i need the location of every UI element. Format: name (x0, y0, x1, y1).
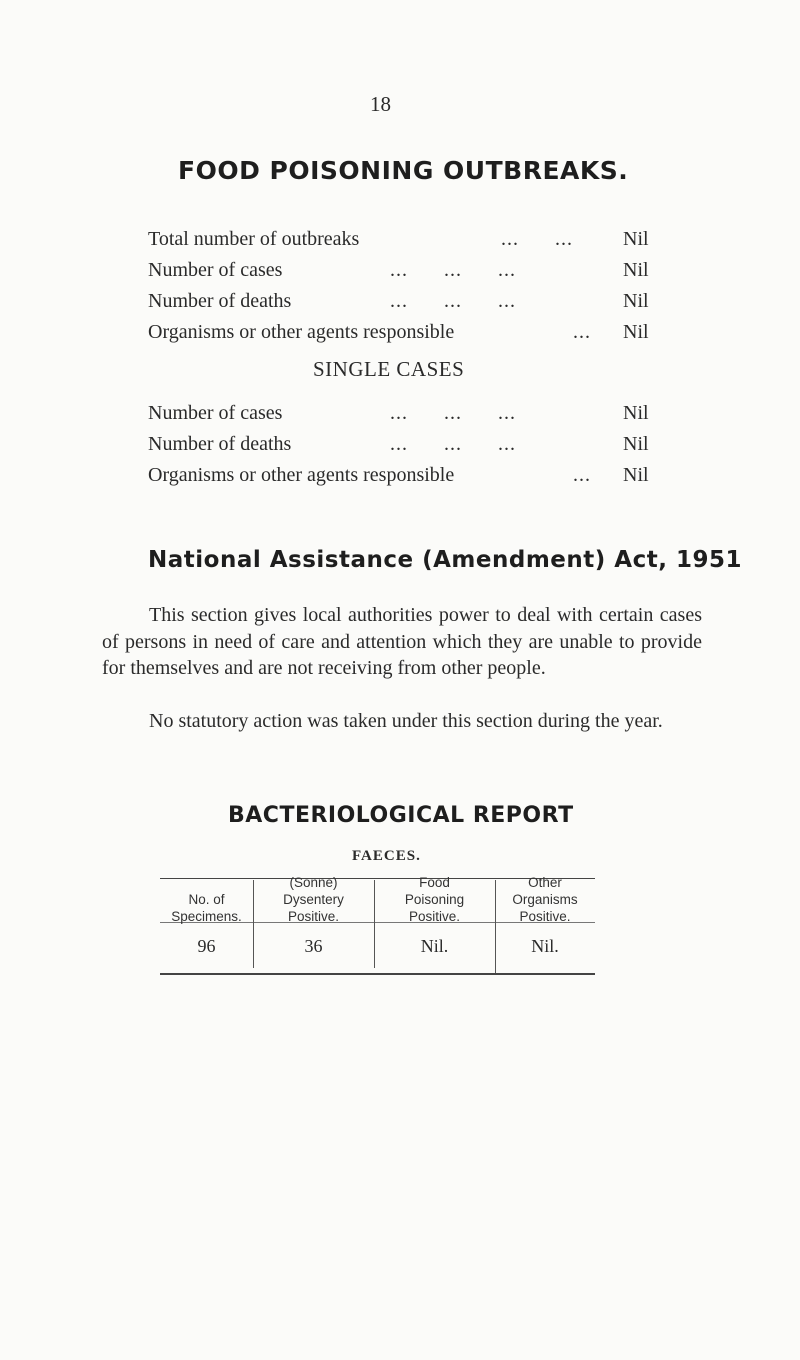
list-item (148, 321, 668, 347)
table-cell-specimens: 96 (197, 936, 216, 956)
row-value: Nil (623, 402, 649, 424)
list-item (148, 228, 668, 254)
row-label: Number of cases (148, 402, 283, 424)
faeces-subtitle: FAECES. (352, 848, 421, 864)
row-value: Nil (623, 259, 649, 281)
column-header-specimens (160, 874, 253, 925)
row-dots: ... ... ... (390, 259, 516, 281)
header-line: Organisms (512, 892, 578, 907)
list-item (148, 259, 668, 285)
row-label: Total number of outbreaks (148, 228, 360, 250)
row-label: Number of deaths (148, 433, 292, 455)
row-value: Nil (623, 464, 649, 486)
row-value: Nil (623, 228, 649, 250)
row-dots: ... ... ... (390, 402, 516, 424)
national-assistance-paragraph-2 (102, 708, 702, 735)
list-item (148, 290, 668, 316)
list-item (148, 464, 668, 490)
food-poisoning-title: FOOD POISONING OUTBREAKS. (178, 156, 629, 185)
table-cell-dysentery: 36 (304, 936, 323, 956)
table-cell-food-poisoning: Nil. (420, 936, 449, 956)
table-cell-other-organisms: Nil. (531, 936, 559, 956)
header-line: Poisoning (404, 892, 465, 907)
row-label: Number of deaths (148, 290, 292, 312)
row-dots: ... (573, 464, 591, 486)
row-dots: ... ... ... (390, 433, 516, 455)
single-cases-title: SINGLE CASES (313, 357, 465, 381)
column-header-other-organisms (495, 874, 595, 925)
header-line: Positive. (519, 909, 571, 924)
bacteriological-report-title: BACTERIOLOGICAL REPORT (228, 803, 574, 828)
header-line: Positive. (408, 909, 461, 924)
header-line: Specimens. (171, 909, 242, 924)
list-item (148, 433, 668, 459)
row-dots: ... ... ... (390, 290, 516, 312)
page-number: 18 (370, 92, 391, 116)
list-item (148, 402, 668, 428)
paragraph-text: No statutory action was taken under this section during the year. (149, 710, 663, 732)
row-dots: ... (573, 321, 591, 343)
header-line: No. of (188, 892, 225, 907)
column-header-food-poisoning (374, 874, 495, 925)
row-label: Organisms or other agents responsible (148, 321, 455, 343)
row-value: Nil (623, 290, 649, 312)
header-line: Food (419, 875, 450, 890)
header-line: Positive. (287, 909, 340, 924)
national-assistance-paragraph-1 (102, 602, 702, 682)
row-label: Organisms or other agents responsible (148, 464, 455, 486)
row-value: Nil (623, 321, 649, 343)
header-line: Other (528, 875, 562, 890)
table-bottom-rule (160, 973, 595, 975)
row-label: Number of cases (148, 259, 283, 281)
header-line: Dysentery (283, 892, 344, 907)
national-assistance-title: National Assistance (Amendment) Act, 1951 (148, 547, 742, 573)
row-value: Nil (623, 433, 649, 455)
paragraph-text: This section gives local authorities power to deal with certain cases of persons in need of care and attention which they are unable to provide for themselves and are not receiving from other people. (102, 604, 702, 680)
row-dots: ... ... (501, 228, 573, 250)
column-header-dysentery (253, 874, 374, 925)
header-line: (Sonne) (289, 875, 338, 890)
faeces-table (160, 875, 595, 974)
